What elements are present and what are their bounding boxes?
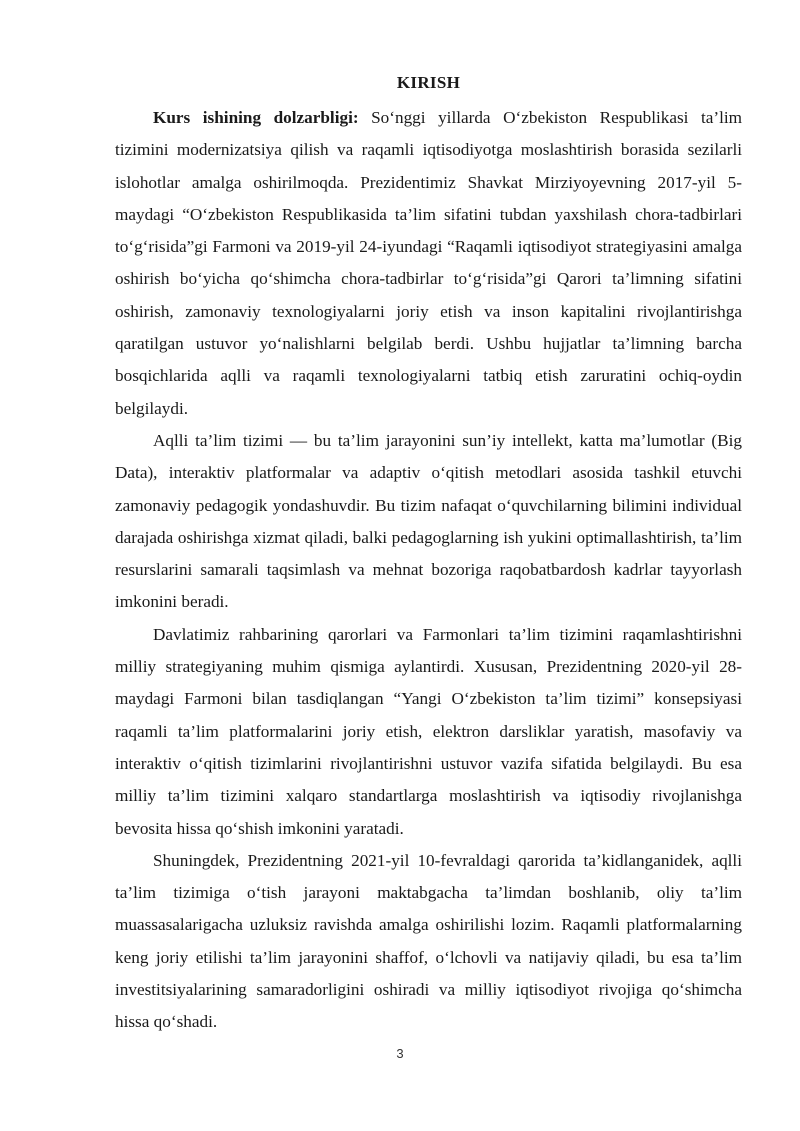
page-number: 3 [396, 1046, 404, 1061]
paragraph-transition: Shuningdek, Prezidentning 2021-yil 10-fevraldagi qarorida ta’kidlanganidek, aqlli ta’lim tizimiga o‘tish jarayoni maktabgacha ta’limdan boshlanib, oliy ta’lim muassasalarigacha uzluksiz ravishda amalga oshirilishi lozim. Raqamli platformalarning keng joriy etilishi ta’lim jarayonini shaffof, o‘lchovli va natijaviy qiladi, bu esa ta’lim investitsiyalarining samaradorligini oshiradi va milliy iqtisodiyot rivojiga qo‘shimcha hissa qo‘shadi. [115, 850, 742, 1032]
section-title: KIRISH [396, 73, 461, 92]
paragraph-smart-education: Aqlli ta’lim tizimi — bu ta’lim jarayonini sun’iy intellekt, katta ma’lumotlar (Big Data), interaktiv platformalar va adaptiv o‘qitish metodlari asosida tashkil etuvchi zamonaviy pedagogik yondashuvdir. Bu tizim nafaqat o‘quvchilarning bilimini individual darajada oshirishga xizmat qiladi, balki pedagoglarning ish yukini optimallashtirish, ta’lim resurslarini samarali taqsimlash va mehnat bozoriga raqobatbardosh kadrlar tayyorlash imkonini beradi. [115, 430, 742, 612]
document-page [115, 72, 742, 1039]
paragraph-relevance [115, 102, 742, 425]
paragraph-lead: Kurs ishining dolzarbligi: [153, 108, 359, 127]
paragraph-text: So‘nggi yillarda O‘zbekiston Respublikasi ta’lim tizimini modernizatsiya qilish va raqamli iqtisodiyotga moslashtirish borasida sezilarli islohotlar amalga oshirilmoqda. Prezidentimiz Shavkat Mirziyoyevning 2017-yil 5-maydagi “O‘zbekiston Respublikasida ta’lim sifatini tubdan yaxshilash chora-tadbirlari to‘g‘risida”gi Farmoni va 2019-yil 24-iyundagi “Raqamli iqtisodiyot strategiyasini amalga oshirish bo‘yicha qo‘shimcha chora-tadbirlar to‘g‘risida”gi Qarori ta’limning sifatini oshirish, zamonaviy texnologiyalarni joriy etish va inson kapitalini rivojlantirishga qaratilgan ustuvor yo‘nalishlarni belgilab berdi. Ushbu hujjatlar ta’limning barcha bosqichlarida aqlli va raqamli texnologiyalarni tatbiq etish zaruratini ochiq-oydin belgilaydi. [115, 108, 743, 418]
paragraph-state-decisions: Davlatimiz rahbarining qarorlari va Farmonlari ta’lim tizimini raqamlashtirishni milliy strategiyaning muhim qismiga aylantirdi. Xususan, Prezidentning 2020-yil 28-maydagi Farmoni bilan tasdiqlangan “Yangi O‘zbekiston ta’lim tizimi” konsepsiyasi raqamli ta’lim platformalarini joriy etish, elektron darsliklar yaratish, masofaviy va interaktiv o‘qitish tizimlarini rivojlantirishni ustuvor vazifa sifatida belgilaydi. Bu esa milliy ta’lim tizimini xalqaro standartlarga moslashtirish va iqtisodiy rivojlanishga bevosita hissa qo‘shish imkonini yaratadi. [115, 624, 742, 838]
